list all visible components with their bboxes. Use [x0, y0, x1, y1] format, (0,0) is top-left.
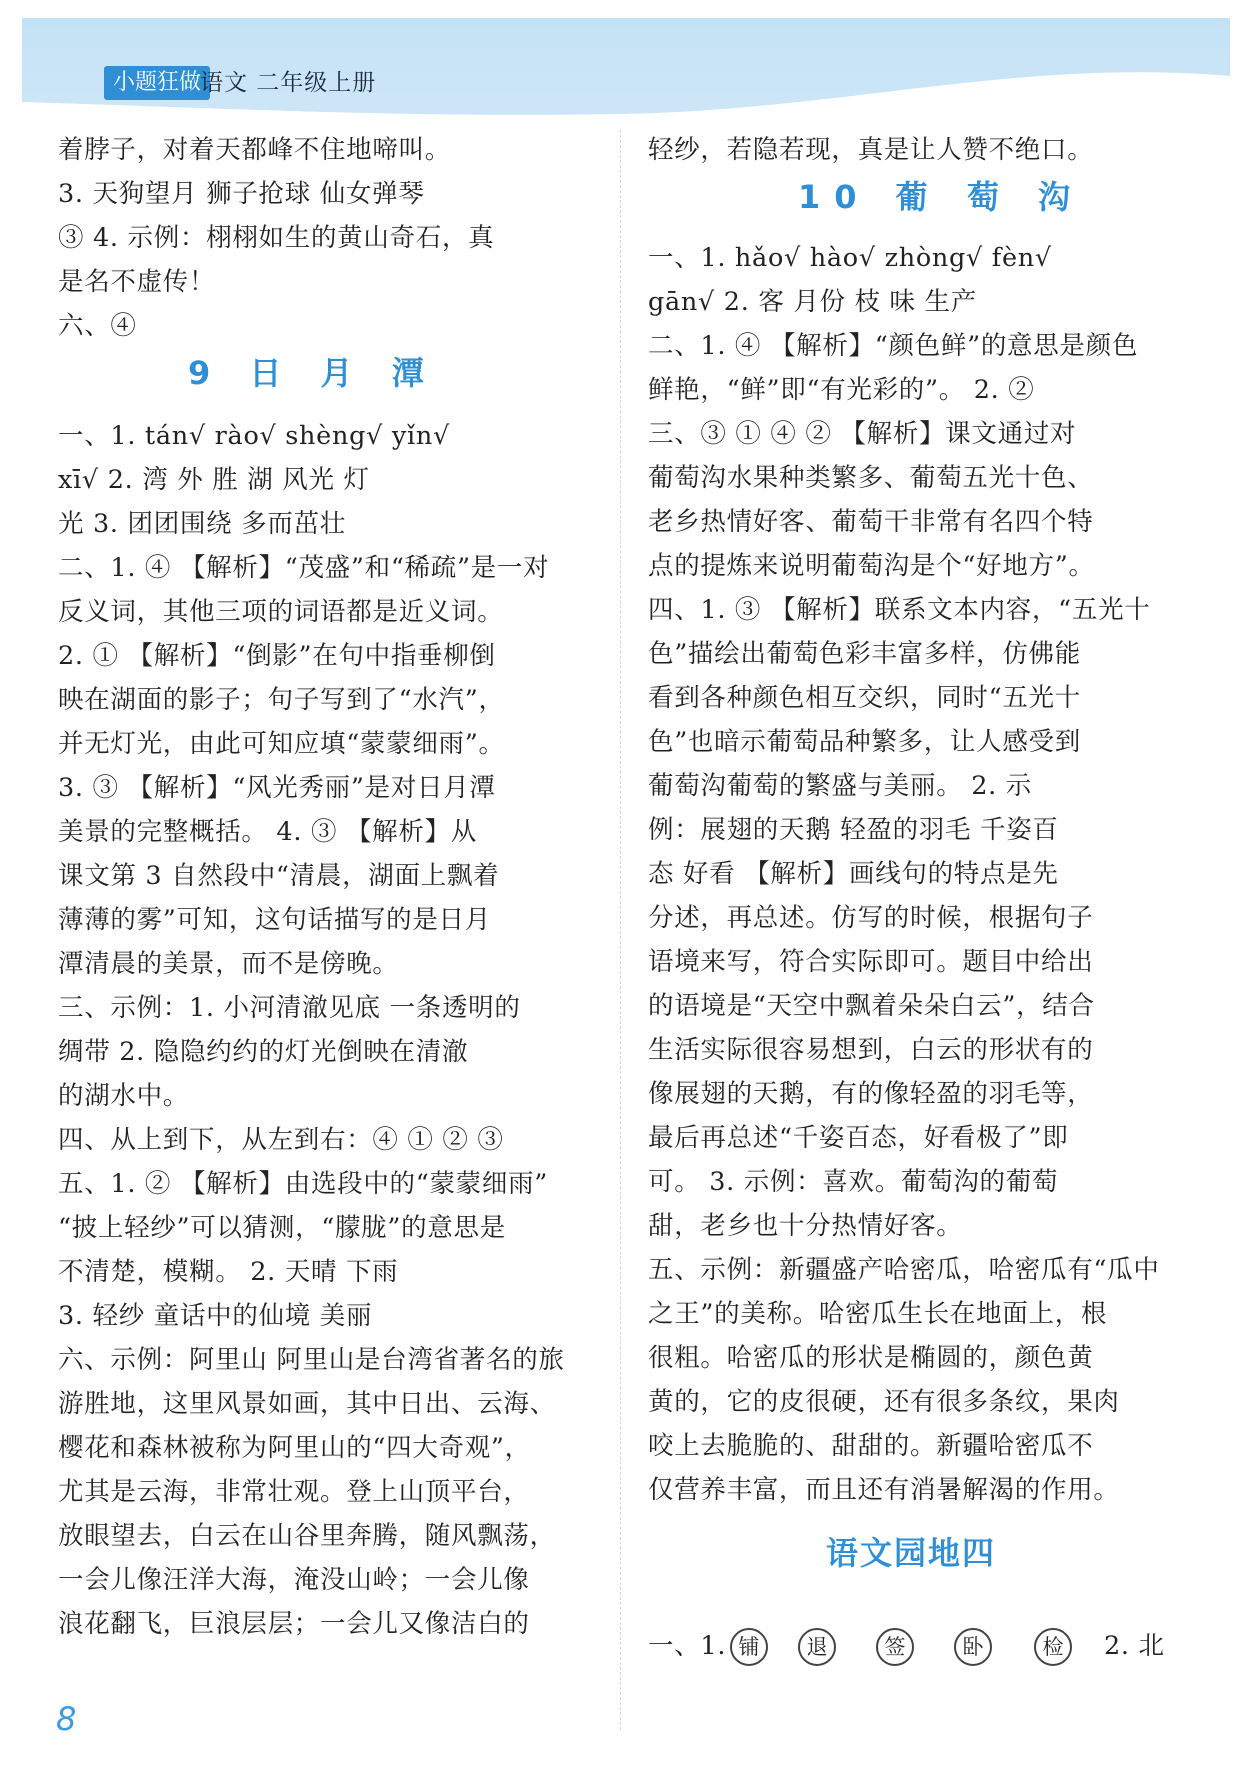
text-line: 鲜艳，“鲜”即“有光彩的”。 2. ②: [648, 375, 1035, 405]
lesson-title-10: 10 葡 萄 沟: [798, 178, 1084, 216]
text-line: 光 3. 团团围绕 多而茁壮: [58, 509, 346, 539]
lesson-title-9: 9 日 月 潭: [188, 354, 438, 392]
text-line: 一、1. tán√ rào√ shèng√ yǐn√: [58, 421, 450, 451]
text-line: 课文第 3 自然段中“清晨，湖面上飘着: [58, 861, 500, 891]
text-line: 之王”的美称。哈密瓜生长在地面上，根: [648, 1299, 1108, 1329]
text-line: 的湖水中。: [58, 1081, 190, 1111]
text-line: 五、1. ② 【解析】由选段中的“蒙蒙细雨”: [58, 1169, 549, 1199]
section-title-garden: 语文园地四: [826, 1534, 997, 1572]
subject-label: 语文 二年级上册: [200, 70, 377, 96]
text-line: 老乡热情好客、葡萄干非常有名四个特: [648, 507, 1094, 537]
text-line: 轻纱，若隐若现，真是让人赞不绝口。: [648, 135, 1094, 165]
text-line: 潭清晨的美景，而不是傍晚。: [58, 949, 399, 979]
text-line: 着脖子，对着天都峰不住地啼叫。: [58, 135, 452, 165]
text-line: 看到各种颜色相互交织，同时“五光十: [648, 683, 1081, 713]
text-line: 不清楚，模糊。 2. 天晴 下雨: [58, 1257, 399, 1287]
text-line: 是名不虚传！: [58, 267, 216, 297]
text-line: 甜，老乡也十分热情好客。: [648, 1211, 963, 1241]
text-line: 浪花翻飞，巨浪层层；一会儿又像洁白的: [58, 1609, 530, 1639]
text-line: 点的提炼来说明葡萄沟是个“好地方”。: [648, 551, 1095, 581]
text-line: 黄的，它的皮很硬，还有很多条纹，果肉: [648, 1387, 1120, 1417]
text-line: “披上轻纱”可以猜测，“朦胧”的意思是: [58, 1213, 506, 1243]
text-line: 游胜地，这里风景如画，其中日出、云海、: [58, 1389, 556, 1419]
text-line: 语境来写，符合实际即可。题目中给出: [648, 947, 1094, 977]
text-line: 最后再总述“千姿百态，好看极了”即: [648, 1123, 1069, 1153]
page-header: [22, 18, 1230, 130]
text-line: 分述，再总述。仿写的时候，根据句子: [648, 903, 1094, 933]
text-line: 六、示例：阿里山 阿里山是台湾省著名的旅: [58, 1345, 565, 1375]
text-line: 六、④: [58, 311, 137, 341]
text-line: 二、1. ④ 【解析】“颜色鲜”的意思是颜色: [648, 331, 1139, 361]
answer-prefix: 一、1.: [648, 1631, 727, 1661]
text-line: gān√ 2. 客 月份 枝 味 生产: [648, 287, 977, 317]
text-line: 像展翅的天鹅，有的像轻盈的羽毛等，: [648, 1079, 1094, 1109]
text-line: 3. ③ 【解析】“风光秀丽”是对日月潭: [58, 773, 496, 803]
circled-character: 检: [1034, 1628, 1072, 1666]
text-line: 反义词，其他三项的词语都是近义词。: [58, 597, 504, 627]
text-line: 葡萄沟葡萄的繁盛与美丽。 2. 示: [648, 771, 1032, 801]
text-line: 樱花和森林被称为阿里山的“四大奇观”，: [58, 1433, 531, 1463]
text-line: 态 好看 【解析】画线句的特点是先: [648, 859, 1059, 889]
answer-suffix: 2. 北: [1104, 1631, 1165, 1661]
text-line: 葡萄沟水果种类繁多、葡萄五光十色、: [648, 463, 1094, 493]
text-line: xī√ 2. 湾 外 胜 湖 风光 灯: [58, 465, 370, 495]
column-divider: [620, 130, 621, 1730]
text-line: 绸带 2. 隐隐约约的灯光倒映在清澈: [58, 1037, 469, 1067]
brand-badge: 小题狂做: [104, 66, 210, 100]
text-line: 一会儿像汪洋大海，淹没山岭；一会儿像: [58, 1565, 530, 1595]
text-line: 四、1. ③ 【解析】联系文本内容，“五光十: [648, 595, 1151, 625]
text-line: 美景的完整概括。 4. ③ 【解析】从: [58, 817, 477, 847]
text-line: 色”也暗示葡萄品种繁多，让人感受到: [648, 727, 1081, 757]
text-line: 咬上去脆脆的、甜甜的。新疆哈密瓜不: [648, 1431, 1094, 1461]
text-line: 2. ① 【解析】“倒影”在句中指垂柳倒: [58, 641, 496, 671]
text-line: 尤其是云海，非常壮观。登上山顶平台，: [58, 1477, 530, 1507]
page-number: 8: [56, 1700, 77, 1738]
text-line: 仅营养丰富，而且还有消暑解渴的作用。: [648, 1475, 1120, 1505]
text-line: 映在湖面的影子；句子写到了“水汽”，: [58, 685, 505, 715]
text-line: ③ 4. 示例：栩栩如生的黄山奇石，真: [58, 223, 495, 253]
text-line: 可。 3. 示例：喜欢。葡萄沟的葡萄: [648, 1167, 1059, 1197]
text-line: 二、1. ④ 【解析】“茂盛”和“稀疏”是一对: [58, 553, 550, 583]
text-line: 三、示例：1. 小河清澈见底 一条透明的: [58, 993, 521, 1023]
circled-character: 退: [798, 1628, 836, 1666]
text-line: 生活实际很容易想到，白云的形状有的: [648, 1035, 1094, 1065]
text-line: 例：展翅的天鹅 轻盈的羽毛 千姿百: [648, 815, 1059, 845]
text-line: 一、1. hǎo√ hào√ zhòng√ fèn√: [648, 243, 1052, 273]
circled-character: 签: [876, 1628, 914, 1666]
text-line: 色”描绘出葡萄色彩丰富多样，仿佛能: [648, 639, 1081, 669]
text-line: 很粗。哈密瓜的形状是椭圆的，颜色黄: [648, 1343, 1094, 1373]
text-line: 四、从上到下，从左到右：④ ① ② ③: [58, 1125, 504, 1155]
text-line: 放眼望去，白云在山谷里奔腾，随风飘荡，: [58, 1521, 556, 1551]
text-line: 的语境是“天空中飘着朵朵白云”，结合: [648, 991, 1095, 1021]
text-line: 三、③ ① ④ ② 【解析】课文通过对: [648, 419, 1077, 449]
text-line: 3. 轻纱 童话中的仙境 美丽: [58, 1301, 373, 1331]
text-line: 3. 天狗望月 狮子抢球 仙女弹琴: [58, 179, 425, 209]
circled-character: 铺: [730, 1628, 768, 1666]
text-line: 五、示例：新疆盛产哈密瓜，哈密瓜有“瓜中: [648, 1255, 1160, 1285]
text-line: 薄薄的雾”可知，这句话描写的是日月: [58, 905, 491, 935]
text-line: 并无灯光，由此可知应填“蒙蒙细雨”。: [58, 729, 505, 759]
circled-character: 卧: [954, 1628, 992, 1666]
